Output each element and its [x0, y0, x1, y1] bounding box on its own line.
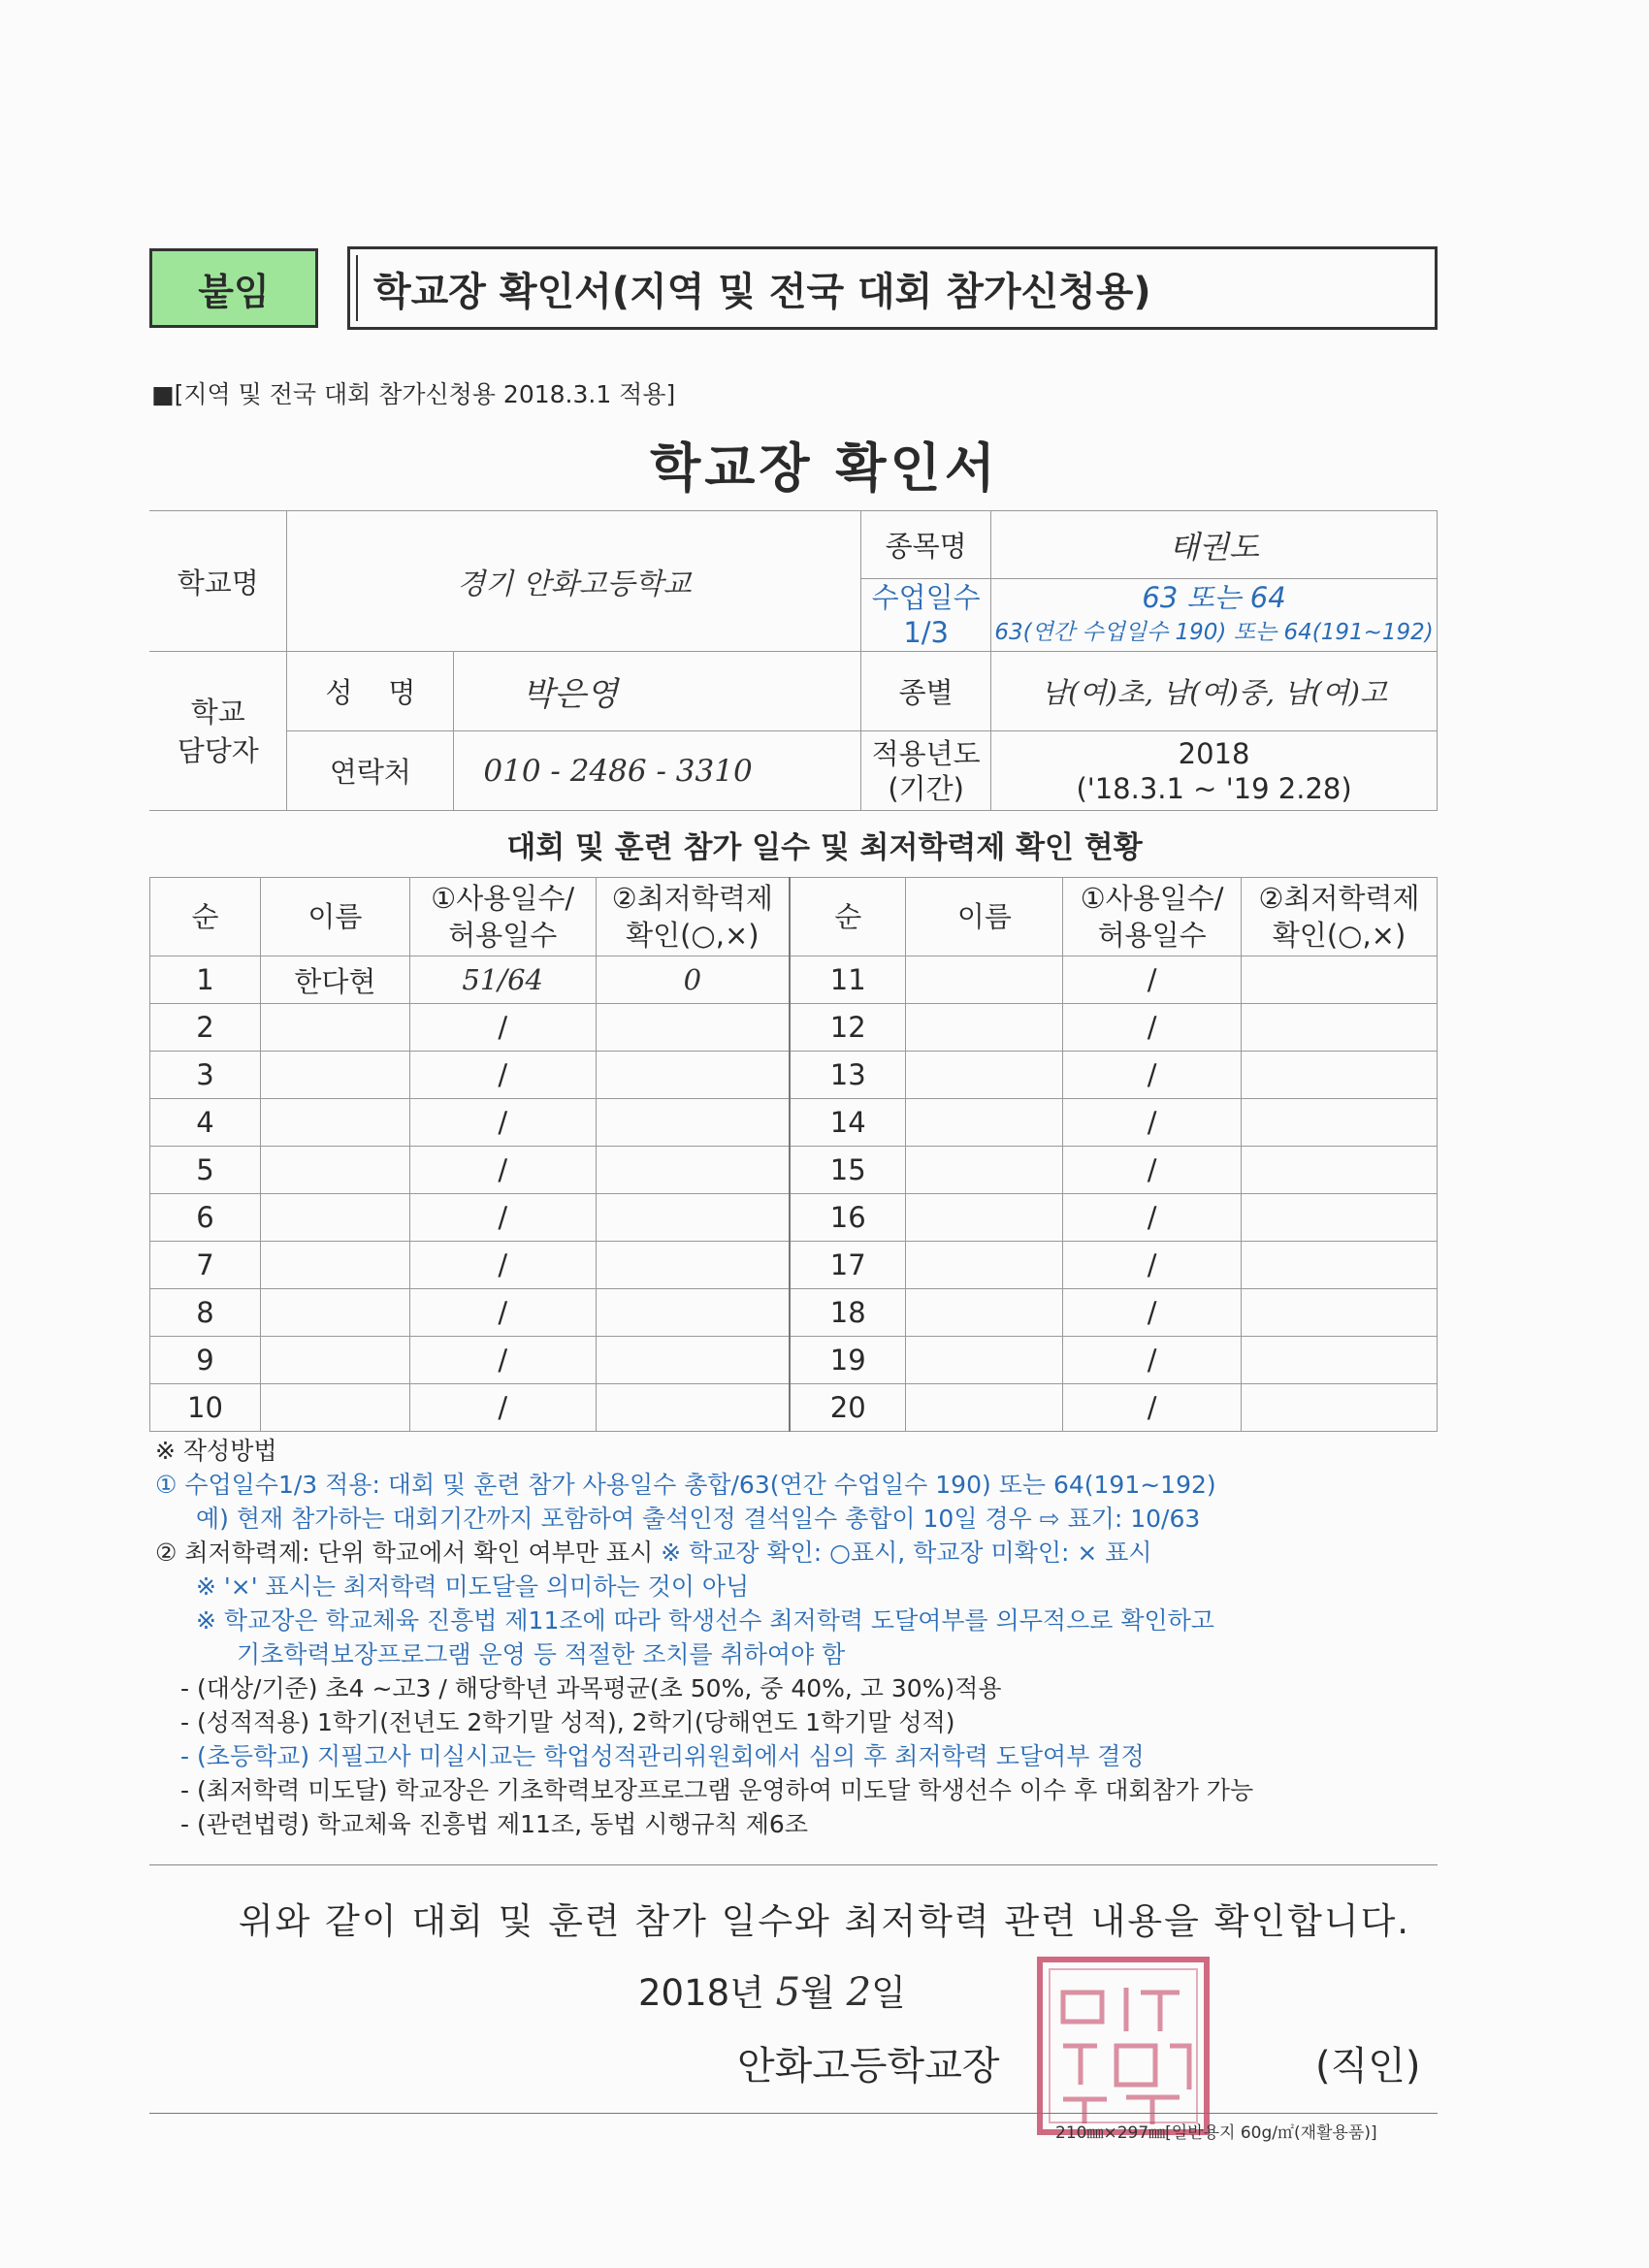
row-check [1242, 1289, 1438, 1337]
paper-spec: 210㎜×297㎜[일반용지 60g/㎡(재활용품)] [1055, 2123, 1377, 2143]
detail-2: - (성적적용) 1학기(전년도 2학기말 성적), 2학기(당해연도 1학기말 성적) [180, 1708, 955, 1736]
row-name [906, 1004, 1063, 1052]
row-number: 6 [150, 1194, 261, 1242]
row-name [906, 1289, 1063, 1337]
col-header-check-right-line1: ②최저학력제 [1258, 882, 1420, 915]
document-header-title [347, 246, 1438, 330]
row-check [1242, 956, 1438, 1004]
class-days-label-line2: 1/3 [903, 616, 949, 649]
row-name [906, 1384, 1063, 1432]
row-check [596, 1004, 790, 1052]
row-check [1242, 1242, 1438, 1289]
section-title: 대회 및 훈련 참가 일수 및 최저학력제 확인 현황 [506, 830, 1143, 865]
year-value [991, 731, 1438, 811]
row-days: / [409, 1147, 596, 1194]
official-seal-icon [1034, 1954, 1212, 2138]
row-check [1242, 1384, 1438, 1432]
row-name [906, 1099, 1063, 1147]
row-check [596, 1242, 790, 1289]
col-header-check-right [1242, 878, 1438, 956]
attachment-badge: 붙임 [149, 248, 318, 328]
row-number: 3 [150, 1052, 261, 1099]
row-name [260, 1052, 409, 1099]
row-days: / [1063, 1337, 1242, 1384]
row-check [596, 1289, 790, 1337]
col-header-days-right-line1: ①사용일수/ [1080, 882, 1224, 915]
row-days: / [1063, 1242, 1242, 1289]
row-number: 2 [150, 1004, 261, 1052]
row-check [596, 1337, 790, 1384]
year-value-line1: 2018 [1178, 736, 1250, 770]
row-name [260, 1289, 409, 1337]
row-days: / [1063, 956, 1242, 1004]
row-name [906, 1147, 1063, 1194]
col-header-no: 순 [150, 878, 261, 956]
class-days-label-line1: 수업일수 [871, 581, 981, 614]
col-header-days-right-line2: 허용일수 [1097, 919, 1207, 952]
page-title: 학교장 확인서 [650, 437, 999, 499]
notes-heading: ※ 작성방법 [155, 1437, 277, 1465]
row-name [906, 1194, 1063, 1242]
header-title-text: 학교장 확인서(지역 및 전국 대회 참가신청용) [373, 269, 1151, 314]
table-row [150, 1194, 1438, 1242]
table-row [150, 1384, 1438, 1432]
row-name [260, 1242, 409, 1289]
row-check [596, 1194, 790, 1242]
official-seal-label: (직인) [1315, 2044, 1421, 2089]
sport-label: 종목명 [861, 511, 991, 579]
contact-label: 연락처 [287, 731, 454, 811]
table-row [150, 1337, 1438, 1384]
confirmation-statement: 위와 같이 대회 및 훈련 참가 일수와 최저학력 관련 내용을 확인합니다. [238, 1900, 1411, 1942]
col-header-check-right-line2: 확인(○,×) [1272, 919, 1406, 952]
school-name-label: 학교명 [149, 511, 287, 652]
table-row [150, 1242, 1438, 1289]
row-name [260, 1384, 409, 1432]
row-days: 51/64 [409, 956, 596, 1004]
row-check [1242, 1099, 1438, 1147]
col-header-days-right [1063, 878, 1242, 956]
row-number: 4 [150, 1099, 261, 1147]
row-days: / [409, 1099, 596, 1147]
row-days: / [409, 1004, 596, 1052]
year-label [861, 731, 991, 811]
row-number: 19 [790, 1337, 906, 1384]
notes-divider [149, 1864, 1438, 1865]
col-header-no-right: 순 [790, 878, 906, 956]
row-number: 11 [790, 956, 906, 1004]
date-day: 2 [846, 1970, 872, 2015]
row-days: / [409, 1289, 596, 1337]
row-days: / [1063, 1004, 1242, 1052]
year-label-line2: (기간) [888, 771, 964, 805]
gender-value: 남(여)초, 남(여)중, 남(여)고 [991, 652, 1438, 731]
table-row [150, 1052, 1438, 1099]
row-check [596, 1147, 790, 1194]
row-name: 한다현 [260, 956, 409, 1004]
col-header-days-line1: ①사용일수/ [431, 882, 575, 915]
class-days-label [861, 579, 991, 652]
table-row [150, 1099, 1438, 1147]
table-row [150, 1147, 1438, 1194]
row-check [1242, 1337, 1438, 1384]
school-name-value: 경기 안화고등학교 [287, 511, 861, 652]
row-days: / [409, 1384, 596, 1432]
table-row [150, 1289, 1438, 1337]
col-header-check-line2: 확인(○,×) [626, 919, 760, 952]
staff-name-label: 성 명 [287, 652, 454, 731]
class-days-value [991, 579, 1438, 652]
date-month: 5 [775, 1970, 801, 2015]
note-2-text: ② 최저학력제: 단위 학교에서 확인 여부만 표시 [155, 1539, 654, 1567]
row-number: 14 [790, 1099, 906, 1147]
date-year: 2018년 [638, 1972, 764, 2014]
col-header-days-line2: 허용일수 [448, 919, 558, 952]
staff-name-value: 박은영 [454, 652, 861, 731]
row-number: 10 [150, 1384, 261, 1432]
staff-label [149, 652, 287, 811]
row-number: 7 [150, 1242, 261, 1289]
row-check [596, 1384, 790, 1432]
detail-5: - (관련법령) 학교체육 진흥법 제11조, 동법 시행규칙 제6조 [180, 1810, 808, 1838]
row-number: 1 [150, 956, 261, 1004]
gender-label: 종별 [861, 652, 991, 731]
note-1-example: 예) 현재 참가하는 대회기간까지 포함하여 출석인정 결석일수 총합이 10일 경우 ⇨ 표기: 10/63 [196, 1505, 1201, 1533]
col-header-check-line1: ②최저학력제 [611, 882, 773, 915]
row-name [906, 956, 1063, 1004]
row-check [1242, 1194, 1438, 1242]
col-header-days [409, 878, 596, 956]
note-2-marking: ※ 학교장 확인: ○표시, 학교장 미확인: × 표시 [653, 1539, 1152, 1567]
staff-label-line1: 학교 [190, 695, 245, 729]
row-number: 16 [790, 1194, 906, 1242]
note-2 [155, 1536, 1455, 1570]
note-4: ※ 학교장은 학교체육 진흥법 제11조에 따라 학생선수 최저학력 도달여부를 의무적으로 확인하고 [196, 1606, 1214, 1635]
row-check [1242, 1147, 1438, 1194]
col-header-name-right: 이름 [906, 878, 1063, 956]
contact-value: 010 - 2486 - 3310 [454, 731, 861, 811]
row-days: / [1063, 1289, 1242, 1337]
row-number: 9 [150, 1337, 261, 1384]
row-number: 13 [790, 1052, 906, 1099]
row-name [260, 1147, 409, 1194]
row-number: 5 [150, 1147, 261, 1194]
sport-value: 태권도 [991, 511, 1438, 579]
issue-date [638, 1963, 906, 2016]
school-info-table [149, 510, 1438, 811]
row-number: 17 [790, 1242, 906, 1289]
row-name [906, 1242, 1063, 1289]
row-days: / [409, 1052, 596, 1099]
row-number: 18 [790, 1289, 906, 1337]
row-days: / [1063, 1099, 1242, 1147]
row-number: 15 [790, 1147, 906, 1194]
row-check [596, 1052, 790, 1099]
class-days-value-line2: 63(연간 수업일수 190) 또는 64(191~192) [994, 620, 1434, 645]
participation-rows [150, 956, 1438, 1432]
note-4-continued: 기초학력보장프로그램 운영 등 적절한 조치를 취하여야 함 [237, 1640, 846, 1669]
principal-title: 안화고등학교장 [737, 2044, 1000, 2089]
note-1: ① 수업일수1/3 적용: 대회 및 훈련 참가 사용일수 총합/63(연간 수업일수 190) 또는 64(191~192) [155, 1471, 1216, 1499]
row-check [1242, 1052, 1438, 1099]
bottom-rule [149, 2113, 1438, 2114]
row-days: / [1063, 1052, 1242, 1099]
row-days: / [409, 1242, 596, 1289]
row-days: / [1063, 1147, 1242, 1194]
date-day-label: 일 [871, 1972, 906, 2014]
detail-3: - (초등학교) 지필고사 미실시교는 학업성적관리위원회에서 심의 후 최저학력 도달여부 결정 [180, 1742, 1145, 1770]
row-name [906, 1337, 1063, 1384]
row-name [260, 1337, 409, 1384]
note-3: ※ '×' 표시는 최저학력 미도달을 의미하는 것이 아님 [196, 1572, 750, 1601]
table-row [150, 1004, 1438, 1052]
class-days-value-line1: 63 또는 64 [1142, 581, 1286, 614]
row-name [260, 1004, 409, 1052]
row-number: 20 [790, 1384, 906, 1432]
applicability-note: ■[지역 및 전국 대회 참가신청용 2018.3.1 적용] [151, 380, 676, 408]
row-name [260, 1099, 409, 1147]
row-check [1242, 1004, 1438, 1052]
row-days: / [409, 1194, 596, 1242]
row-name [906, 1052, 1063, 1099]
row-days: / [1063, 1384, 1242, 1432]
row-number: 8 [150, 1289, 261, 1337]
detail-1: - (대상/기준) 초4 ~고3 / 해당학년 과목평균(초 50%, 중 40%, 고 30%)적용 [180, 1674, 1002, 1702]
row-check: 0 [596, 956, 790, 1004]
row-check [596, 1099, 790, 1147]
detail-4: - (최저학력 미도달) 학교장은 기초학력보장프로그램 운영하여 미도달 학생선수 이수 후 대회참가 가능 [180, 1776, 1254, 1804]
participation-table [149, 877, 1438, 1432]
staff-label-line2: 담당자 [177, 733, 259, 767]
row-name [260, 1194, 409, 1242]
year-label-line1: 적용년도 [871, 736, 981, 770]
year-value-line2: ('18.3.1 ~ '19 2.28) [1076, 771, 1352, 805]
table-row [150, 956, 1438, 1004]
date-month-label: 월 [800, 1972, 835, 2014]
col-header-name: 이름 [260, 878, 409, 956]
row-number: 12 [790, 1004, 906, 1052]
col-header-check [596, 878, 790, 956]
instructions [155, 1434, 1455, 1841]
row-days: / [1063, 1194, 1242, 1242]
row-days: / [409, 1337, 596, 1384]
